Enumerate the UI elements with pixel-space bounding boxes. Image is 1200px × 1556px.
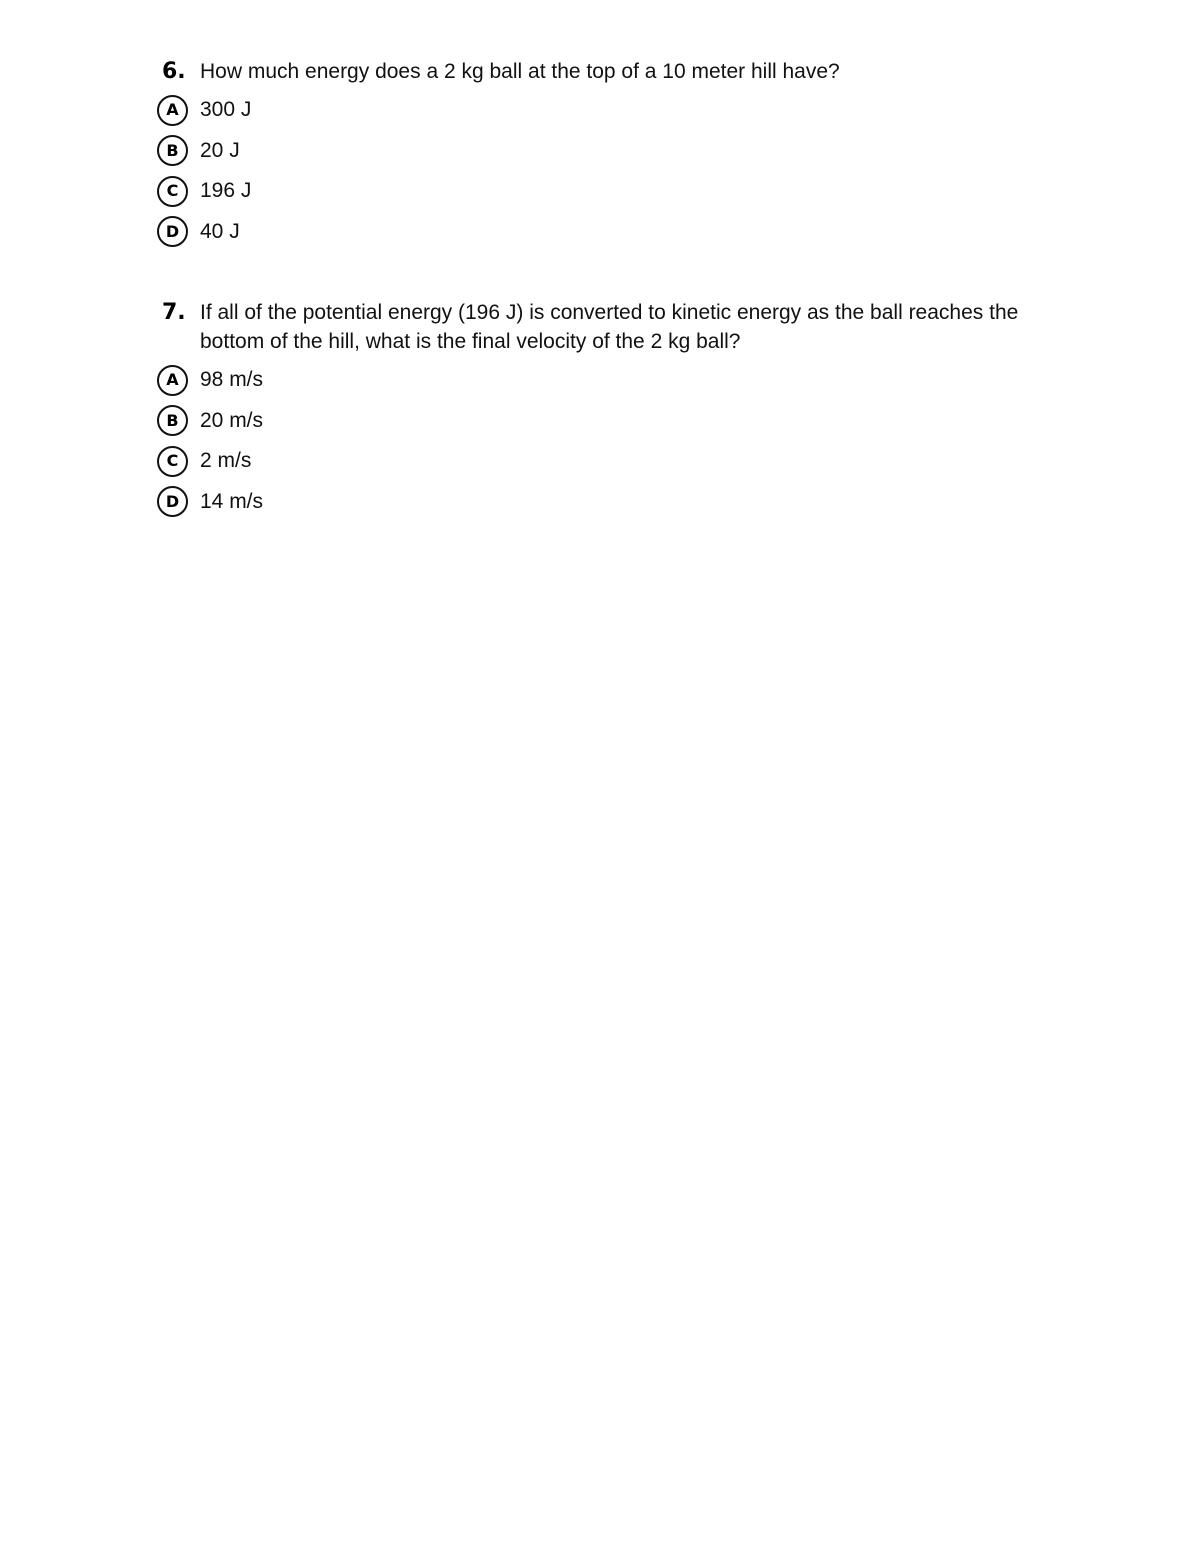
- question-number: 7.: [162, 300, 186, 325]
- question-number: 6.: [162, 59, 186, 84]
- answer-option-b[interactable]: [0, 131, 1200, 172]
- option-text: 14 m/s: [200, 489, 264, 513]
- question-text: If all of the potential energy (196 J) is converted to kinetic energy as the ball reaches the bottom of the hill, what is the final velocity of the 2 kg ball?: [200, 301, 1019, 353]
- answer-option-c[interactable]: [0, 441, 1200, 482]
- question-7: [0, 298, 1200, 522]
- answer-option-c[interactable]: [0, 171, 1200, 212]
- option-bubble-c[interactable]: C: [157, 446, 188, 477]
- option-bubble-c[interactable]: C: [157, 176, 188, 207]
- answer-option-b[interactable]: [0, 401, 1200, 442]
- option-text: 20 J: [200, 138, 240, 162]
- question-6: [0, 57, 1200, 252]
- question-header: [0, 298, 1040, 356]
- answer-option-a[interactable]: [0, 90, 1200, 131]
- question-text: How much energy does a 2 kg ball at the top of a 10 meter hill have?: [200, 60, 840, 83]
- question-header: [0, 57, 1040, 86]
- option-bubble-b[interactable]: B: [157, 405, 188, 436]
- answer-option-a[interactable]: [0, 360, 1200, 401]
- answer-option-d[interactable]: [0, 212, 1200, 253]
- option-bubble-a[interactable]: A: [157, 95, 188, 126]
- option-text: 98 m/s: [200, 368, 264, 392]
- option-text: 40 J: [200, 219, 240, 243]
- answer-options: [0, 90, 1200, 252]
- option-text: 196 J: [200, 179, 252, 203]
- answer-option-d[interactable]: [0, 482, 1200, 523]
- option-text: 300 J: [200, 98, 252, 122]
- option-bubble-a[interactable]: A: [157, 365, 188, 396]
- option-bubble-d[interactable]: D: [157, 486, 188, 517]
- option-text: 20 m/s: [200, 408, 264, 432]
- answer-options: [0, 360, 1200, 522]
- option-bubble-b[interactable]: B: [157, 135, 188, 166]
- option-bubble-d[interactable]: D: [157, 216, 188, 247]
- option-text: 2 m/s: [200, 449, 252, 473]
